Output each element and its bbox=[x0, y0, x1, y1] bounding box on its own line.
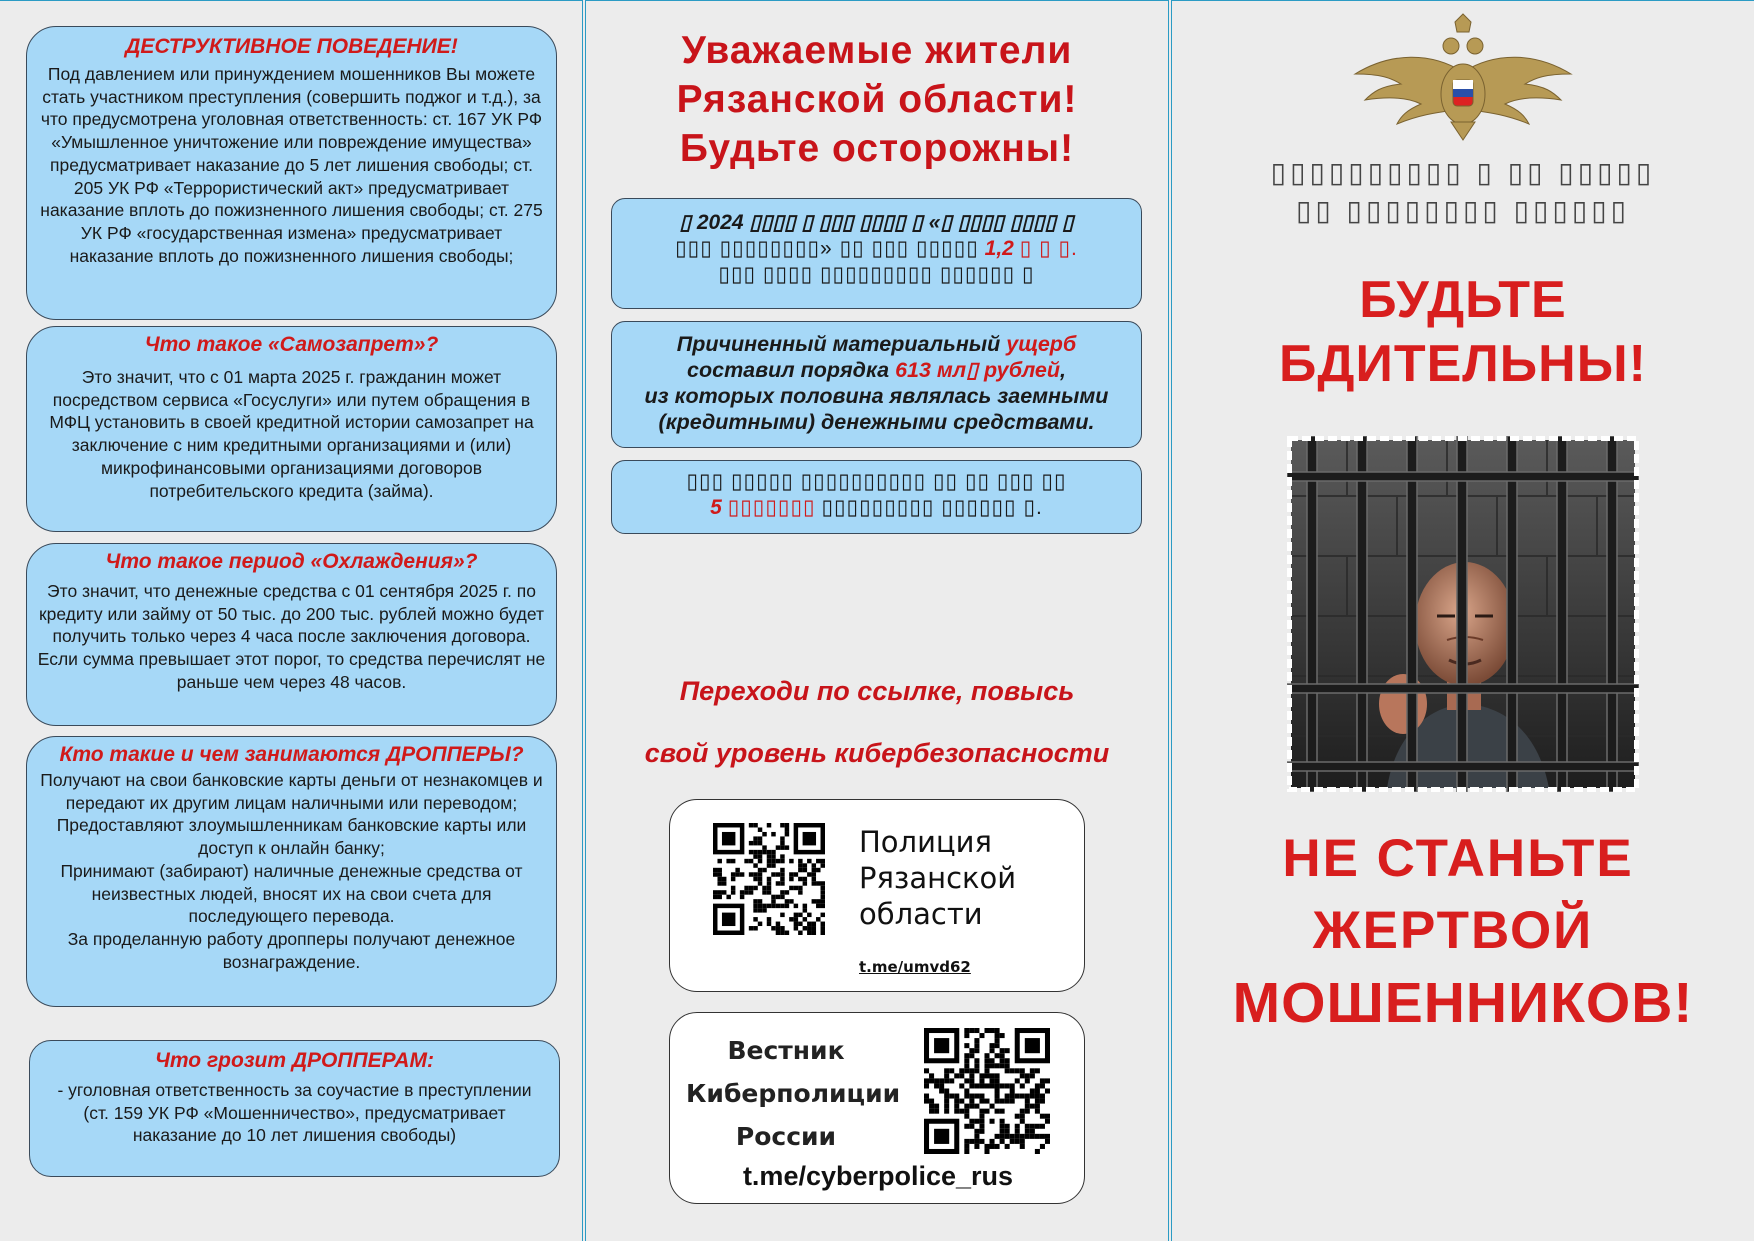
droppers-line: Принимают (забирают) наличные денежные средства от неизвестных людей, вносят их на свои счета для последующего перевода. bbox=[60, 860, 523, 927]
main-heading bbox=[586, 26, 1168, 173]
warning-heading bbox=[1172, 823, 1754, 1039]
heading-line: Уважаемые жители bbox=[681, 29, 1073, 72]
qr-code-icon[interactable] bbox=[924, 1028, 1050, 1154]
qr-card-police-title bbox=[859, 824, 1016, 932]
destructive-text: Под давлением или принуждением мошенников Вы можете стать участником преступления (совершить поджог и т.д.), за что предусмотрена уголовная ответственность: ст. 167 УК РФ «Умышленное уничтожение или повреждение имущества» предусматривает наказание до 5 лет лишения свободы; ст. 205 УК РФ «Террористический акт» предусматривает наказание вплоть до пожизненного лишения свободы; ст. 275 УК РФ «государственная измена» предусматривает наказание вплоть до пожизненного лишения свободы; bbox=[40, 64, 543, 266]
qr-card-police[interactable] bbox=[669, 799, 1085, 992]
stat1-unit: ▯ ▯ ▯. bbox=[1019, 237, 1078, 260]
title-line: Полиция bbox=[859, 825, 992, 859]
heading-line: Будьте осторожны! bbox=[679, 127, 1075, 170]
qr-code-icon[interactable] bbox=[713, 823, 825, 935]
department-subtitle bbox=[1172, 154, 1754, 230]
droppers-line: Получают на свои банковские карты деньги от незнакомцев и передают их другим лицам наличными или переводом; bbox=[40, 770, 543, 813]
warning-line: НЕ СТАНЬТЕ bbox=[1282, 829, 1634, 888]
damage-line3: из которых половина являлась заемными bbox=[644, 384, 1109, 408]
threat-card bbox=[29, 1040, 560, 1177]
damage-text-c: составил порядка bbox=[687, 358, 890, 382]
stat1-line1 bbox=[620, 210, 1133, 236]
droppers-title: Кто такие и чем занимаются ДРОППЕРЫ? bbox=[59, 743, 524, 766]
destructive-behavior-card bbox=[26, 26, 557, 320]
title-line: области bbox=[859, 897, 983, 931]
cooling-text-2: Если сумма превышает этот порог, то средства перечислят не раньше чем через 48 часов. bbox=[37, 649, 546, 692]
threat-text: - уголовная ответственность за соучастие в преступлении (ст. 159 УК РФ «Мошенничество», предусматривает наказание до 10 лет лишения свободы) bbox=[57, 1080, 532, 1146]
stat1-line1-text: ▯ 2024 ▯▯▯▯ ▯ ▯▯▯ ▯▯▯▯ ▯ «▯ ▯▯▯▯ ▯▯▯▯ ▯ bbox=[679, 211, 1074, 234]
damage-text-b: ущерб bbox=[1006, 332, 1077, 356]
heading-line: Рязанской области! bbox=[676, 78, 1078, 121]
alert-line: БДИТЕЛЬНЫ! bbox=[1279, 335, 1647, 393]
stat-box-2024 bbox=[611, 198, 1142, 309]
qr-card-police-link[interactable]: t.me/umvd62 bbox=[859, 958, 971, 976]
title-line: Вестник bbox=[727, 1036, 845, 1065]
damage-line2 bbox=[620, 357, 1133, 383]
title-line: России bbox=[735, 1122, 837, 1151]
cooling-text: Это значит, что денежные средства с 01 сентября 2025 г. по кредиту или займу от 50 тыс. до 200 тыс. рублей можно будет получить только через 4 часа после заключения договора. bbox=[38, 581, 545, 647]
crimes-line1: ▯▯▯ ▯▯▯▯▯ ▯▯▯▯▯▯▯▯▯▯ ▯▯ ▯▯ ▯▯▯ ▯▯ bbox=[686, 470, 1067, 493]
cta-line: свой уровень кибербезопасности bbox=[644, 738, 1110, 768]
crimes-line2 bbox=[620, 495, 1133, 521]
middle-panel bbox=[586, 0, 1168, 1241]
damage-text-a: Причиненный материальный bbox=[676, 332, 1001, 356]
damage-box bbox=[611, 321, 1142, 448]
alert-line: БУДЬТЕ bbox=[1359, 271, 1567, 329]
crimes-text-b: ▯▯▯▯▯▯▯▯▯ ▯▯▯▯▯▯ ▯. bbox=[821, 496, 1043, 519]
crimes-box bbox=[611, 460, 1142, 534]
cta-text bbox=[586, 660, 1168, 784]
droppers-card bbox=[26, 736, 557, 1007]
stat1-amount: 1,2 bbox=[984, 237, 1014, 260]
threat-title: Что грозит ДРОППЕРАМ: bbox=[155, 1049, 434, 1072]
stat1-line3: ▯▯▯ ▯▯▯▯ ▯▯▯▯▯▯▯▯▯ ▯▯▯▯▯▯ ▯ bbox=[718, 263, 1035, 286]
title-line: Рязанской bbox=[859, 861, 1017, 895]
damage-line4: (кредитными) денежными средствами. bbox=[658, 410, 1095, 434]
qr-card-cyber-link[interactable]: t.me/cyberpolice_rus bbox=[742, 1161, 1014, 1191]
warning-line: ЖЕРТВОЙ bbox=[1312, 901, 1594, 960]
crimes-number: 5 bbox=[710, 496, 722, 519]
damage-comma: , bbox=[1060, 358, 1066, 382]
selfban-text: Это значит, что с 01 марта 2025 г. гражданин может посредством сервиса «Госуслуги» или путем обращения в МФЦ установить в своей кредитной истории самозапрет на заключение с ним кредитными организациями и (или) микрофинансовыми организациями договоров потребительского кредита (займа). bbox=[49, 367, 534, 501]
subtitle-line: ▯▯ ▯▯▯▯▯▯▯▯ ▯▯▯▯▯▯ bbox=[1295, 195, 1631, 226]
droppers-line: Предоставляют злоумышленникам банковские карты или доступ к онлайн банку; bbox=[56, 815, 527, 859]
destructive-title: ДЕСТРУКТИВНОЕ ПОВЕДЕНИЕ! bbox=[125, 35, 458, 58]
police-emblem-icon bbox=[1351, 12, 1575, 142]
qr-card-cyberpolice[interactable] bbox=[669, 1012, 1085, 1204]
alert-heading bbox=[1172, 268, 1754, 396]
subtitle-line: ▯▯▯▯▯▯▯▯▯▯ ▯ ▯▯ ▯▯▯▯▯ bbox=[1270, 157, 1656, 188]
damage-line1 bbox=[620, 331, 1133, 357]
selfban-card bbox=[26, 326, 557, 532]
qr-card-cyber-title bbox=[686, 1029, 901, 1158]
stat1-line2-text: ▯▯▯ ▯▯▯▯▯▯▯▯» ▯▯ ▯▯▯ ▯▯▯▯▯ bbox=[675, 237, 979, 260]
title-line: Киберполиции bbox=[686, 1079, 901, 1108]
left-panel bbox=[0, 0, 582, 1241]
cooling-title: Что такое период «Охлаждения»? bbox=[105, 550, 478, 573]
damage-amount: 613 мл▯ рублей bbox=[895, 358, 1060, 382]
right-panel bbox=[1172, 0, 1754, 1241]
stat1-line2 bbox=[620, 236, 1133, 262]
prisoner-behind-bars-illustration bbox=[1287, 436, 1639, 792]
droppers-line: За проделанную работу дропперы получают денежное вознаграждение. bbox=[67, 928, 516, 972]
crimes-text-a: ▯▯▯▯▯▯▯ bbox=[727, 496, 816, 519]
cooling-card bbox=[26, 543, 557, 726]
warning-line: МОШЕННИКОВ! bbox=[1232, 971, 1694, 1035]
selfban-title: Что такое «Самозапрет»? bbox=[144, 333, 439, 356]
cta-line: Переходи по ссылке, повысь bbox=[679, 676, 1075, 706]
